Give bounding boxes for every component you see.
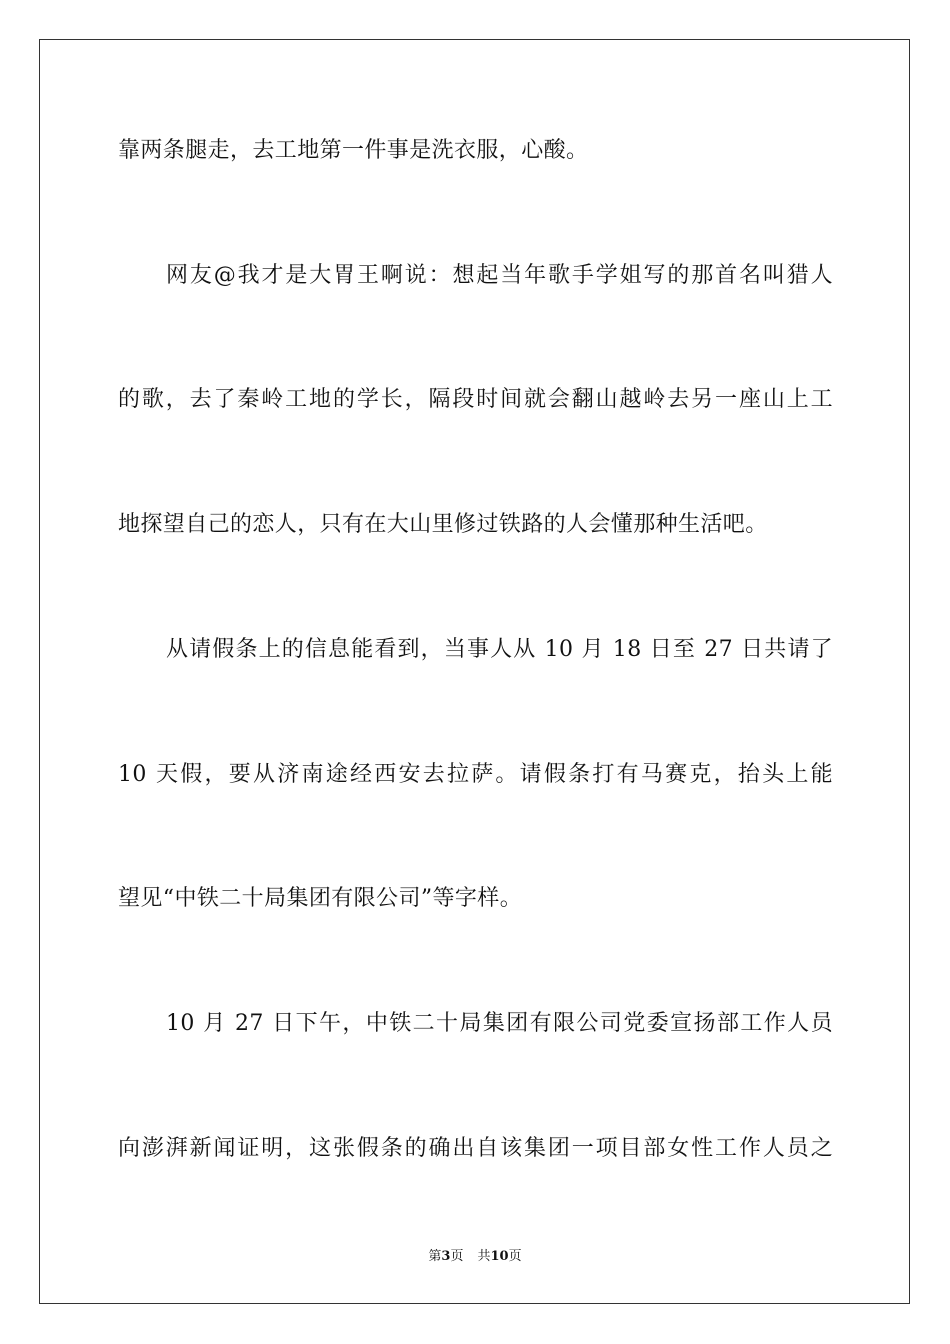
paragraph-line-9: 向澎湃新闻证明，这张假条的确出自该集团一项目部女性工作人员之 [118,1136,833,1161]
paragraph-line-1: 靠两条腿走，去工地第一件事是洗衣服，心酸。 [118,138,589,163]
footer-total-suffix: 页 [508,1249,522,1264]
footer-page-prefix: 第 [428,1249,442,1264]
footer-page-current: 3 [441,1249,451,1264]
footer-total-prefix: 共 [477,1249,491,1264]
paragraph-line-5: 从请假条上的信息能看到，当事人从 10 月 18 日至 27 日共请了 [166,637,833,662]
paragraph-line-2: 网友@我才是大胃王啊说：想起当年歌手学姐写的那首名叫猎人 [166,263,833,288]
paragraph-line-8: 10 月 27 日下午，中铁二十局集团有限公司党委宣扬部工作人员 [166,1011,833,1036]
paragraph-line-6: 10 天假，要从济南途经西安去拉萨。请假条打有马赛克，抬头上能 [118,762,833,787]
page-footer [0,1248,950,1266]
footer-page-total: 10 [490,1249,509,1264]
page-border [39,39,910,1304]
paragraph-line-3: 的歌，去了秦岭工地的学长，隔段时间就会翻山越岭去另一座山上工 [118,387,833,412]
paragraph-line-4: 地探望自己的恋人，只有在大山里修过铁路的人会懂那种生活吧。 [118,512,768,537]
footer-page-mid: 页 [450,1249,464,1264]
paragraph-line-7: 望见“中铁二十局集团有限公司”等字样。 [118,886,523,911]
